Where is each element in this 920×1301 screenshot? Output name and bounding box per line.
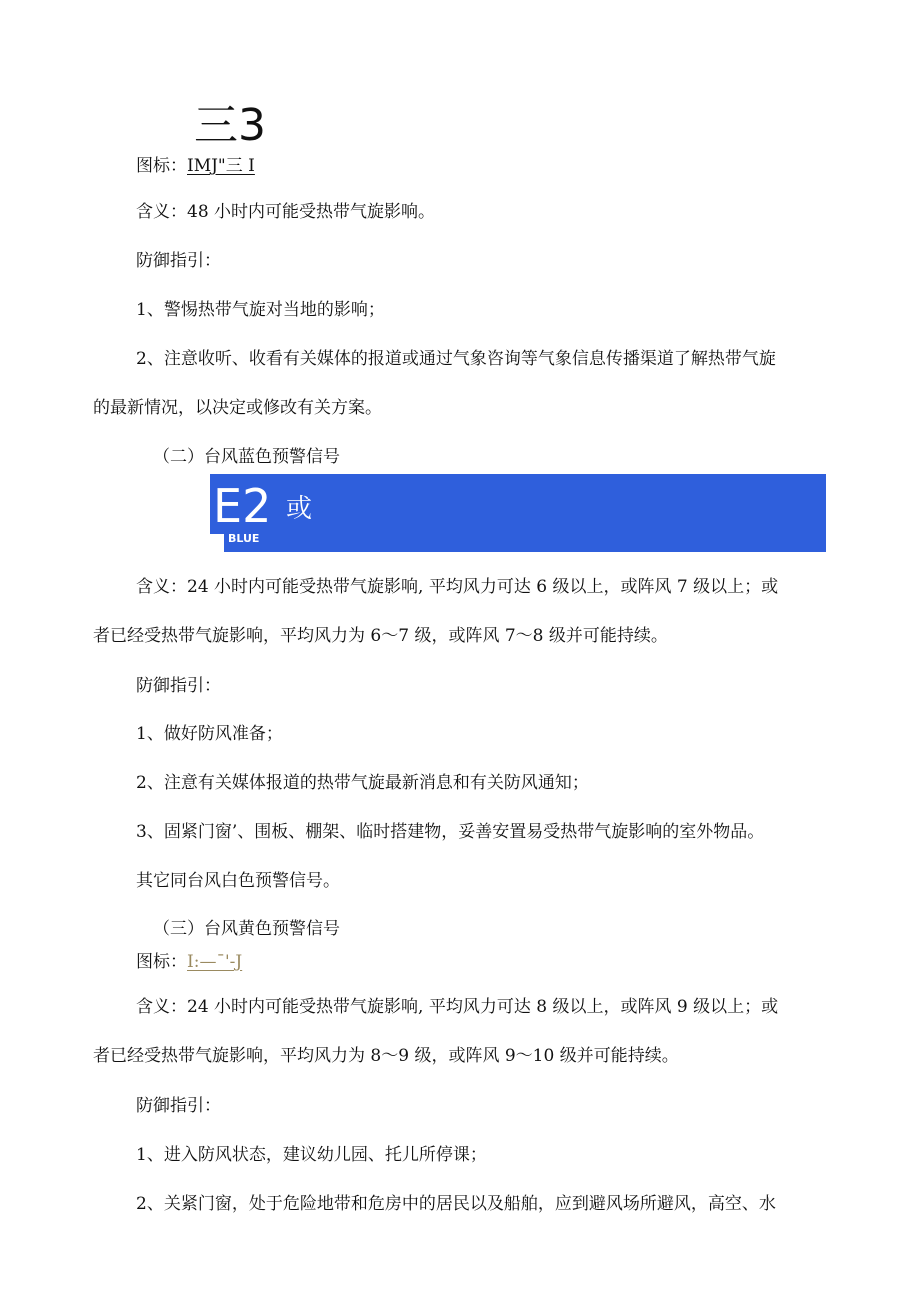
white-signal-icon: 三3 — [194, 100, 266, 151]
icon-code: IMJ"三 I — [187, 156, 255, 176]
white-guide-2-line1: 2、注意收听、收看有关媒体的报道或通过气象咨询等气象信息传播渠道了解热带气旋 — [136, 349, 776, 369]
yellow-heading: （三）台风黄色预警信号 — [153, 919, 340, 939]
blue-guide-3: 3、固紧门窗’、围板、棚架、临时搭建物，妥善安置易受热带气旋影响的室外物品。 — [136, 822, 765, 842]
white-guide-title: 防御指引： — [136, 251, 221, 271]
yellow-icon-line — [136, 951, 242, 973]
blue-heading: （二）台风蓝色预警信号 — [153, 447, 340, 467]
blue-guide-2: 2、注意有关媒体报道的热带气旋最新消息和有关防风通知； — [136, 773, 589, 793]
blue-other: 其它同台风白色预警信号。 — [136, 871, 340, 891]
banner-corner — [210, 534, 224, 552]
blue-meaning-line2: 者已经受热带气旋影响，平均风力为 6～7 级，或阵风 7～8 级并可能持续。 — [93, 626, 668, 646]
white-icon-line — [136, 155, 255, 177]
yellow-guide-title: 防御指引： — [136, 1096, 221, 1116]
icon-label: 图标： — [136, 952, 187, 972]
blue-banner-code: E2 — [213, 479, 272, 533]
yellow-meaning-line2: 者已经受热带气旋影响，平均风力为 8～9 级，或阵风 9～10 级并可能持续。 — [93, 1046, 679, 1066]
blue-guide-title: 防御指引： — [136, 676, 221, 696]
icon-code: I:—ˉ'-J — [187, 952, 243, 972]
blue-banner-char: 或 — [286, 494, 313, 524]
blue-signal-banner — [210, 474, 826, 552]
blue-meaning-line1: 含义：24 小时内可能受热带气旋影响, 平均风力可达 6 级以上，或阵风 7 级以上；或 — [136, 577, 779, 597]
white-meaning: 含义：48 小时内可能受热带气旋影响。 — [136, 202, 436, 222]
blue-guide-1: 1、做好防风准备； — [136, 724, 283, 744]
blue-banner-label: BLUE — [228, 532, 260, 545]
yellow-meaning-line1: 含义：24 小时内可能受热带气旋影响, 平均风力可达 8 级以上，或阵风 9 级以上；或 — [136, 997, 779, 1017]
yellow-guide-2-line1: 2、关紧门窗，处于危险地带和危房中的居民以及船舶，应到避风场所避风，高空、水 — [136, 1194, 776, 1214]
icon-label: 图标： — [136, 156, 187, 176]
yellow-guide-1: 1、进入防风状态，建议幼儿园、托儿所停课； — [136, 1145, 487, 1165]
white-guide-2-line2: 的最新情况，以决定或修改有关方案。 — [93, 398, 382, 418]
white-guide-1: 1、警惕热带气旋对当地的影响； — [136, 300, 385, 320]
